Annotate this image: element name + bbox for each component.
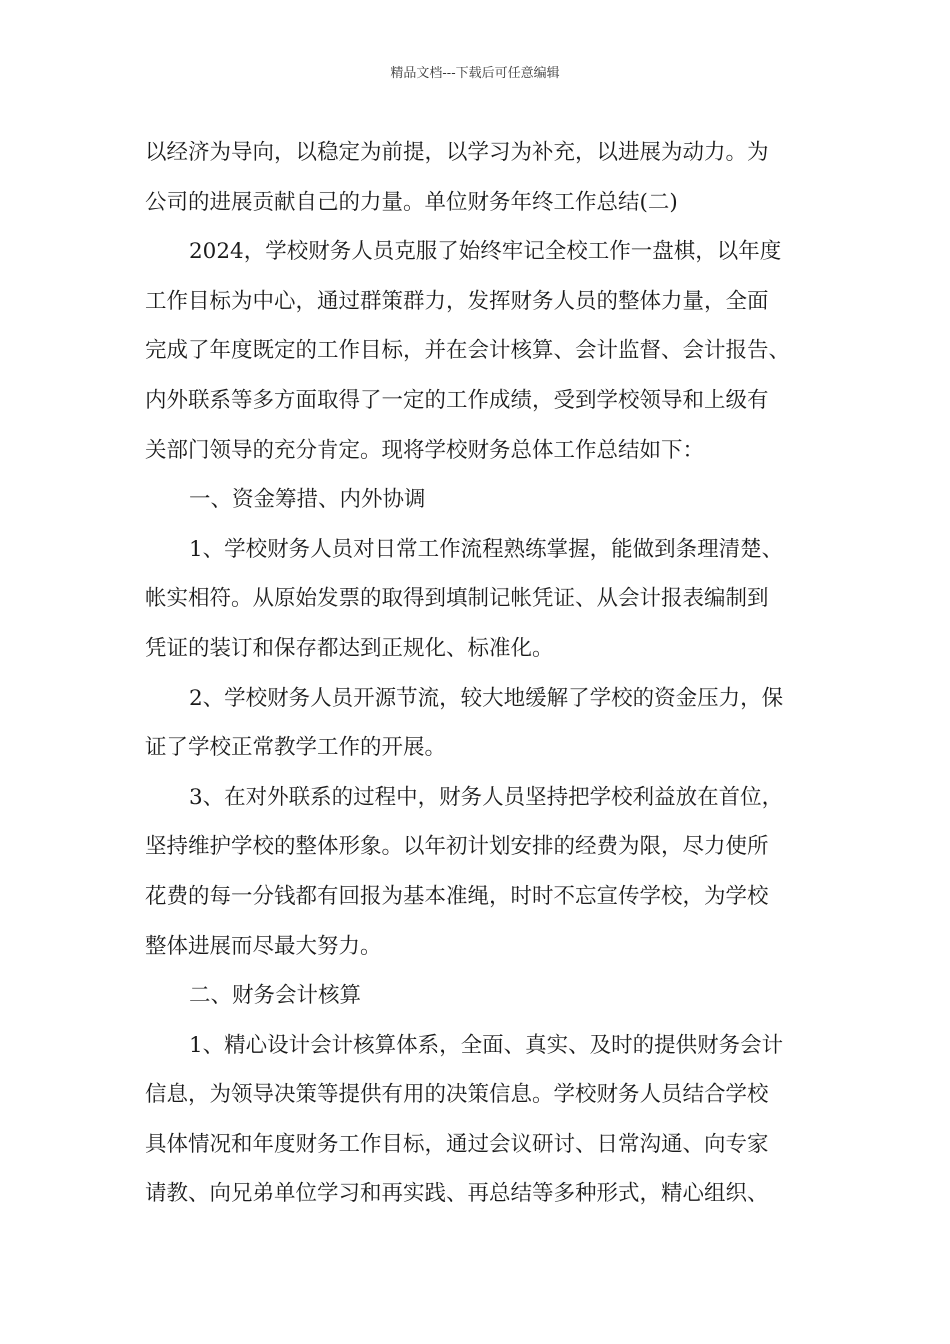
text-line: 2、学校财务人员开源节流，较大地缓解了学校的资金压力，保 <box>189 685 784 711</box>
text-line: 证了学校正常教学工作的开展。 <box>145 735 447 761</box>
text-line: 凭证的装订和保存都达到正规化、标准化。 <box>145 635 554 661</box>
text-line: 整体进展而尽最大努力。 <box>145 933 382 959</box>
text-line: 3、在对外联系的过程中，财务人员坚持把学校利益放在首位， <box>189 784 784 810</box>
text-line: 内外联系等多方面取得了一定的工作成绩，受到学校领导和上级有 <box>145 387 769 413</box>
text-line: 关部门领导的充分肯定。现将学校财务总体工作总结如下： <box>145 437 705 463</box>
text-line: 以经济为导向，以稳定为前提，以学习为补充，以进展为动力。为 <box>145 140 769 165</box>
section-heading: 二、财务会计核算 <box>189 983 362 1009</box>
text-line: 请教、向兄弟单位学习和再实践、再总结等多种形式，精心组织、 <box>145 1181 769 1207</box>
text-line: 1、学校财务人员对日常工作流程熟练掌握，能做到条理清楚、 <box>189 536 784 562</box>
document-body <box>145 128 810 1219</box>
text-line: 1、精心设计会计核算体系，全面、真实、及时的提供财务会计 <box>189 1032 784 1058</box>
text-line: 2024，学校财务人员克服了始终牢记全校工作一盘棋，以年度 <box>189 239 782 265</box>
text-line: 工作目标为中心，通过群策群力，发挥财务人员的整体力量，全面 <box>145 288 769 314</box>
page-header: 精品文档---下载后可任意编辑 <box>390 66 560 81</box>
text-line: 帐实相符。从原始发票的取得到填制记帐凭证、从会计报表编制到 <box>145 586 769 612</box>
text-line: 公司的进展贡献自己的力量。单位财务年终工作总结(二) <box>145 189 678 215</box>
text-line: 信息，为领导决策等提供有用的决策信息。学校财务人员结合学校 <box>145 1082 769 1108</box>
section-heading: 一、资金筹措、内外协调 <box>189 487 426 513</box>
text-line: 坚持维护学校的整体形象。以年初计划安排的经费为限，尽力使所 <box>145 834 769 860</box>
text-line: 花费的每一分钱都有回报为基本准绳，时时不忘宣传学校，为学校 <box>145 883 769 909</box>
text-line: 具体情况和年度财务工作目标，通过会议研讨、日常沟通、向专家 <box>145 1131 769 1157</box>
text-line: 完成了年度既定的工作目标，并在会计核算、会计监督、会计报告、 <box>145 338 791 364</box>
